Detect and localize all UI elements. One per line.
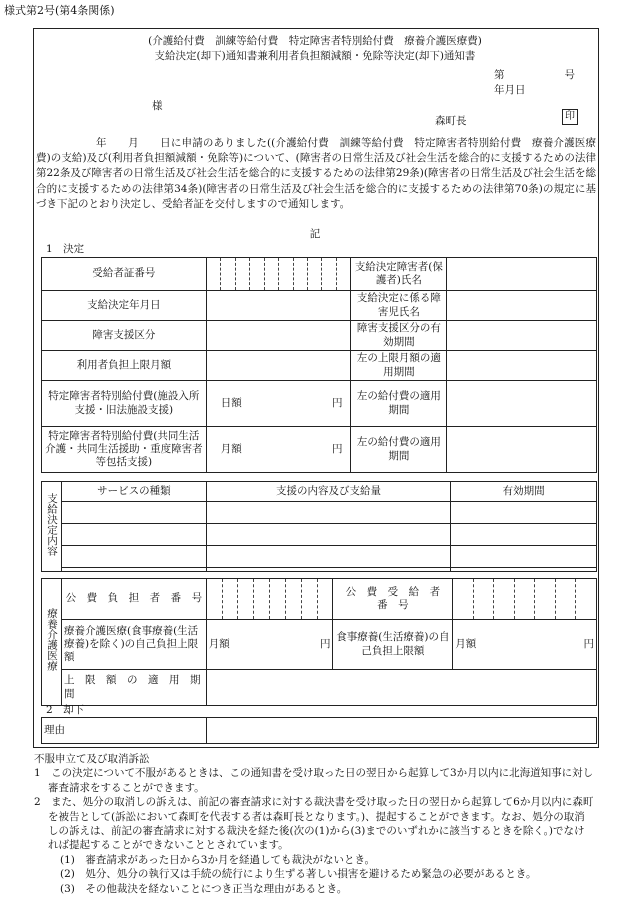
special-benefit-1-period-label: 左の給付費の適用期間 [351, 381, 447, 427]
decision-table [41, 257, 597, 473]
service-content-cell[interactable] [206, 546, 451, 568]
special-benefit-2-label: 特定障害者特別給付費(共同生活介護・共同生活援助・重度障害者等包括支援) [42, 427, 207, 473]
issuer-name: 森町長 [435, 115, 467, 127]
service-content-header: 支援の内容及び支給量 [206, 482, 451, 502]
medical-limit-value[interactable]: 月額 円 [206, 620, 333, 670]
burden-limit-label: 利用者負担上限月額 [42, 351, 207, 381]
service-period-cell[interactable] [451, 546, 597, 568]
document-number: 第 号 [494, 69, 575, 81]
burden-limit-period-value[interactable] [447, 351, 597, 381]
note-2-2: (2) 処分、処分の執行又は手続の続行により生ずる著しい損害を避けるため緊急の必要があるとき。 [60, 868, 537, 881]
note-2-1: (1) 審査請求があった日から3か月を経過しても裁決がないとき。 [60, 853, 376, 866]
medical-table [41, 578, 597, 706]
decision-date-value[interactable] [206, 291, 351, 321]
special-benefit-1-value[interactable]: 日額 円 [206, 381, 351, 427]
special-benefit-2-value[interactable]: 月額 円 [206, 427, 351, 473]
payer-no-boxes[interactable] [206, 579, 333, 620]
recipient-public-no-label: 公 費 受 給 者 番 号 [333, 579, 453, 620]
recipient-public-no-boxes[interactable] [453, 579, 597, 620]
limit-period-label: 上 限 額 の 適 用 期 間 [61, 670, 206, 706]
service-table [41, 481, 597, 572]
section-rejection-heading: 2 却下 [46, 704, 85, 716]
seal-stamp: 印 [562, 109, 578, 125]
service-period-cell[interactable] [451, 524, 597, 546]
guardian-name-value[interactable] [447, 258, 597, 291]
meal-limit-value[interactable]: 月額 円 [453, 620, 597, 670]
recipient-no-boxes[interactable] [206, 258, 351, 291]
service-side-label: 支給決定内容 [42, 482, 62, 572]
limit-period-value[interactable] [206, 670, 596, 706]
decision-date-label: 支給決定年月日 [42, 291, 207, 321]
notes-heading: 不服申立て及び取消訴訟 [34, 753, 150, 765]
note-1: 1 この決定について不服があるときは、この通知書を受け取った日の翌日から起算して3か月以内に北海道知事に対し審査請求をすることができます。 [34, 767, 594, 794]
service-type-cell[interactable] [61, 524, 206, 546]
special-benefit-2-period-value[interactable] [447, 427, 597, 473]
medical-side-label: 療養介護医療 [42, 579, 62, 706]
support-class-period-label: 障害支援区分の有効期間 [351, 321, 447, 351]
issue-date: 年月日 [494, 84, 526, 96]
body-text: 年 月 日に申請のありました((介護給付費 訓練等給付費 特定障害者特別給付費 療養介護医療費)の支給)及び(利用者負担額減額・免除等)について、(障害者の日常生活及び社会生活を総合的に支援するための法律第22条及び障害者の日常生活及び社会生活を総合的に支援するための法律第29条)(障害者の日常生活及び社会生活を総合的に支援するための法律第34条)(障害者の日常生活及び社会生活を総合的に支援するための法律第70条)の規定に基づき下記のとおり決定し、受給者証を交付しますので通知します。 [36, 137, 596, 210]
child-name-label: 支給決定に係る障害児氏名 [351, 291, 447, 321]
support-class-value[interactable] [206, 321, 351, 351]
special-benefit-1-period-value[interactable] [447, 381, 597, 427]
appeal-notes [34, 752, 594, 896]
service-type-cell[interactable] [61, 502, 206, 524]
child-name-value[interactable] [447, 291, 597, 321]
meal-limit-label: 食事療養(生活療養)の自己負担上限額 [333, 620, 453, 670]
burden-limit-value[interactable] [206, 351, 351, 381]
support-class-period-value[interactable] [447, 321, 597, 351]
special-benefit-2-period-label: 左の給付費の適用期間 [351, 427, 447, 473]
title-line-2: 支給決定(却下)通知書兼利用者負担額減額・免除等決定(却下)通知書 [154, 50, 476, 62]
note-2: 2 また、処分の取消しの訴えは、前記の審査請求に対する裁決書を受け取った日の翌日から起算して6か月以内に森町を被告として(訴訟において森町を代表する者は森町長となります。)、提起することができます。なお、処分の取消しの訴えは、前記の審査請求に対する裁決を経た後(次の(1)から(3)までのいずれかに該当するときを除く。)でなければ提起することができないこととされています。 [34, 796, 594, 852]
reason-value[interactable] [206, 718, 596, 744]
service-period-cell[interactable] [451, 502, 597, 524]
service-type-cell[interactable] [61, 546, 206, 568]
form-number: 様式第2号(第4条関係) [4, 4, 115, 17]
service-period-header: 有効期間 [451, 482, 597, 502]
guardian-name-label: 支給決定障害者(保護者)氏名 [351, 258, 447, 291]
medical-limit-label: 療養介護医療(食事療養(生活療養)を除く)の自己負担上限額 [61, 620, 206, 670]
special-benefit-1-label: 特定障害者特別給付費(施設入所支援・旧法施設支援) [42, 381, 207, 427]
service-content-cell[interactable] [206, 524, 451, 546]
ki-heading: 記 [309, 228, 321, 240]
title-line-1: (介護給付費 訓練等給付費 特定障害者特別給付費 療養介護医療費) [148, 35, 482, 47]
service-type-header: サービスの種類 [61, 482, 206, 502]
burden-limit-period-label: 左の上限月額の適用期間 [351, 351, 447, 381]
addressee-suffix: 様 [152, 100, 163, 112]
reason-label: 理由 [42, 718, 207, 744]
note-2-3: (3) その他裁決を経ないことにつき正当な理由があるとき。 [60, 882, 348, 895]
support-class-label: 障害支援区分 [42, 321, 207, 351]
service-content-cell[interactable] [206, 502, 451, 524]
rejection-table [41, 717, 597, 744]
recipient-no-label: 受給者証番号 [42, 258, 207, 291]
payer-no-label: 公 費 負 担 者 番 号 [61, 579, 206, 620]
section-decision-heading: 1 決定 [46, 243, 85, 255]
